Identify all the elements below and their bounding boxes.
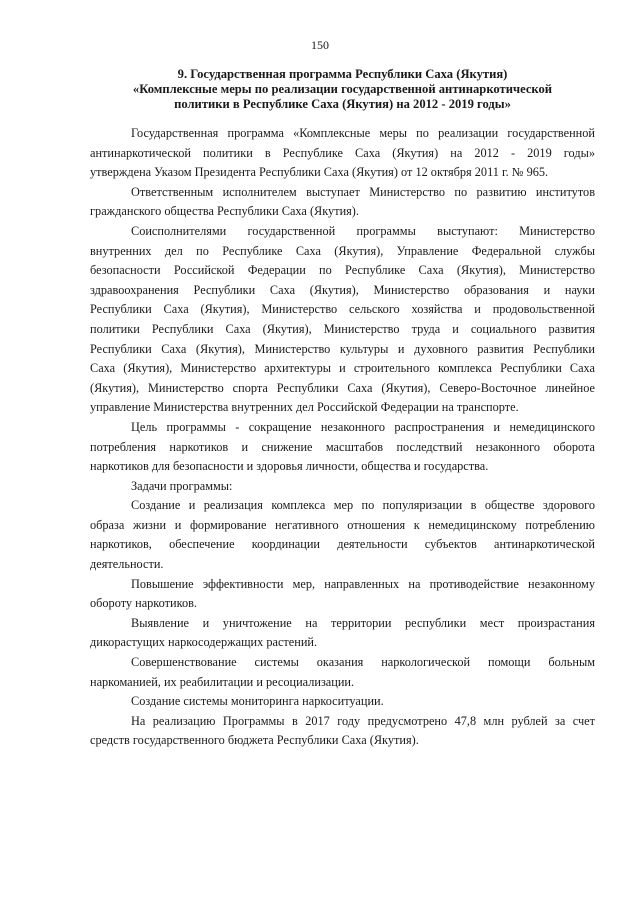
page-number: 150 — [311, 38, 329, 52]
paragraph-funding — [90, 712, 595, 751]
text-line: (Якутия), Министерство спорта Республики Саха (Якутия), Северо-Восточное линейное — [90, 380, 595, 395]
section-title-line: 9. Государственная программа Республики Саха (Якутия) — [177, 67, 508, 81]
text-line: средств государственного бюджета Республики Саха (Якутия). — [90, 733, 419, 748]
text-line: Республики Саха (Якутия), Министерство культуры и духовного развития Республики — [90, 341, 595, 356]
text-line: Саха (Якутия), Министерство архитектуры и строительного комплекса Республики Саха — [90, 361, 595, 376]
document-body — [90, 124, 595, 751]
text-line: деятельности. — [90, 557, 164, 572]
section-title — [90, 67, 595, 112]
text-line: дикорастущих наркосодержащих растений. — [90, 635, 318, 650]
text-line: наркотиков для безопасности и здоровья личности, общества и государства. — [90, 459, 489, 474]
paragraph-tasks-heading — [90, 477, 595, 497]
text-line: политики Республики Саха (Якутия), Министерство труда и социального развития — [90, 321, 595, 336]
paragraph-task-narcology-care — [90, 653, 595, 692]
text-line: Создание и реализация комплекса мер по популяризации в обществе здорового — [131, 498, 595, 513]
text-line: Повышение эффективности мер, направленных на противодействие незаконному — [131, 576, 595, 591]
paragraph-task-healthy-lifestyle — [90, 496, 595, 574]
text-line: наркоманией, их реабилитации и ресоциализации. — [90, 674, 355, 689]
paragraph-task-monitoring — [90, 692, 595, 712]
paragraph-task-plant-destruction — [90, 614, 595, 653]
text-line: На реализацию Программы в 2017 году предусмотрено 47,8 млн рублей за счет — [131, 713, 595, 728]
text-line: наркотиков, обеспечение координации деятельности субъектов антинаркотической — [90, 537, 595, 552]
section-title-line: политики в Республике Саха (Якутия) на 2012 - 2019 годы» — [174, 97, 511, 111]
text-line: антинаркотической политики в Республике Саха (Якутия) на 2012 - 2019 годы» — [90, 145, 595, 160]
text-line: Задачи программы: — [131, 478, 233, 493]
text-line: образа жизни и формирование негативного отношения к немедицинскому потреблению — [90, 517, 595, 532]
text-line: потребления наркотиков и снижение масштабов последствий незаконного оборота — [90, 439, 595, 454]
text-line: управление Министерства внутренних дел Российской Федерации на транспорте. — [90, 400, 519, 415]
paragraph-program-approval — [90, 124, 595, 183]
text-line: утверждена Указом Президента Республики Саха (Якутия) от 12 октября 2011 г. № 965. — [90, 165, 549, 180]
text-line: Республики Саха (Якутия), Министерство сельского хозяйства и продовольственной — [90, 302, 595, 317]
text-line: Выявление и уничтожение на территории республики мест произрастания — [131, 615, 595, 630]
section-title-line: «Комплексные меры по реализации государственной антинаркотической — [132, 82, 553, 96]
text-line: Совершенствование системы оказания наркологической помощи больным — [131, 655, 595, 670]
text-line: Соисполнителями государственной программы выступают: Министерство — [131, 223, 595, 238]
text-line: внутренних дел по Республике Саха (Якутия), Управление Федеральной службы — [90, 243, 595, 258]
text-line: Ответственным исполнителем выступает Министерство по развитию институтов — [131, 184, 595, 199]
text-line: Создание системы мониторинга наркоситуации. — [131, 694, 384, 709]
text-line: обороту наркотиков. — [90, 596, 197, 611]
text-line: здравоохранения Республики Саха (Якутия), Министерство образования и науки — [90, 282, 595, 297]
paragraph-task-efficiency — [90, 575, 595, 614]
paragraph-co-executors — [90, 222, 595, 418]
paragraph-responsible-executor — [90, 183, 595, 222]
paragraph-program-goal — [90, 418, 595, 477]
text-line: гражданского общества Республики Саха (Якутия). — [90, 204, 359, 219]
text-line: безопасности Российской Федерации по Республике Саха (Якутия), Министерство — [90, 263, 595, 278]
text-line: Цель программы - сокращение незаконного распространения и немедицинского — [131, 419, 595, 434]
text-line: Государственная программа «Комплексные меры по реализации государственной — [131, 126, 595, 140]
